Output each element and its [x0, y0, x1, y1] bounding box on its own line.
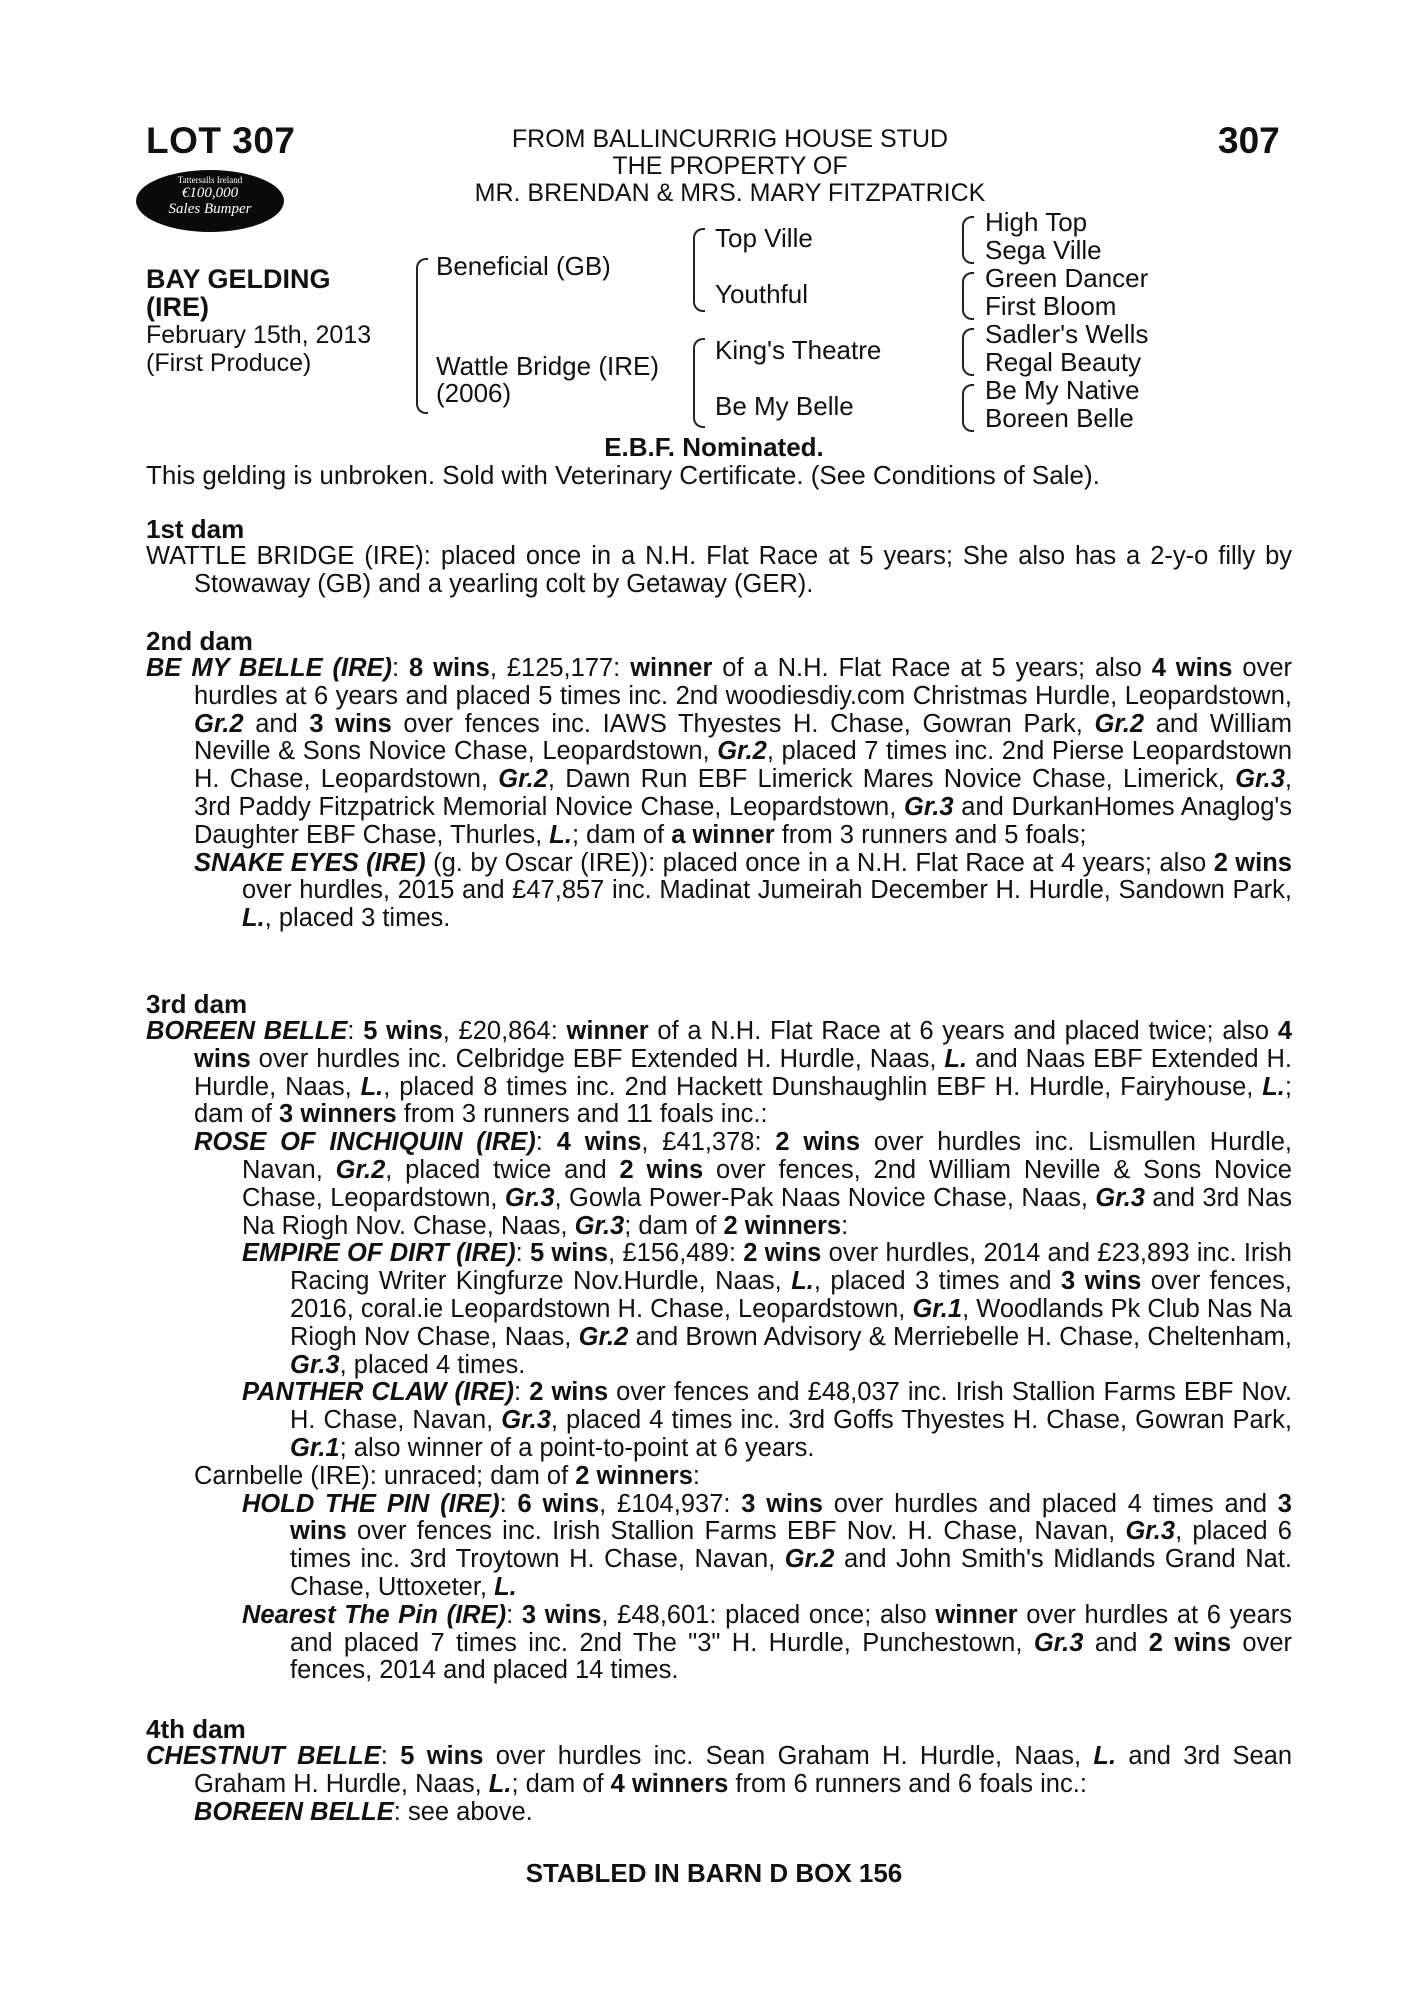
badge-name: Sales Bumper — [168, 201, 252, 217]
sale-note: This gelding is unbroken. Sold with Veterinary Certificate. (See Conditions of Sale). — [146, 460, 1100, 490]
second-dam-text: BE MY BELLE (IRE): 8 wins, £125,177: winner of a N.H. Flat Race at 5 years; also 4 wins over hurdles at 6 years and placed 5 times inc. 2nd woodiesdiy.com Christmas Hurdle, Leopardstown, Gr.2 and 3 wins over fences inc. IAWS Thyestes H. Chase, Gowran Park, Gr.2 and William Neville & Sons Novice Chase, Leopardstown, Gr.2, placed 7 times inc. 2nd Pierse Leopardstown H. Chase, Leopardstown, Gr.2, Dawn Run EBF Limerick Mares Novice Chase, Limerick, Gr.3, 3rd Paddy Fitzpatrick Memorial Novice Chase, Leopardstown, Gr.3 and DurkanHomes Anaglog's Daughter EBF Chase, Thurles, L.; dam of a winner from 3 runners and 5 foals; — [146, 654, 1292, 849]
pedigree-brace-1 — [962, 216, 974, 264]
horse-description — [146, 265, 371, 377]
ped-sss: High Top — [985, 207, 1088, 237]
stabling-location: STABLED IN BARN D BOX 156 — [525, 1858, 903, 1888]
fourth-dam-section — [146, 1715, 1292, 1826]
dam-dam: Be My Belle — [715, 391, 854, 421]
first-dam-heading: 1st dam — [146, 514, 245, 544]
consignor-line-2: THE PROPERTY OF — [612, 152, 848, 180]
first-dam-section — [146, 515, 1292, 599]
fourth-dam-heading: 4th dam — [146, 1714, 246, 1744]
empire-of-dirt: EMPIRE OF DIRT (IRE): 5 wins, £156,489: 2 wins over hurdles, 2014 and £23,893 inc. Irish Racing Writer Kingfurze Nov.Hurdle, Naas, L., placed 3 times and 3 wins over fences, 2016, coral.ie Leopardstown H. Chase, Leopardstown, Gr.1, Woodlands Pk Club Nas Na Riogh Nov Chase, Naas, Gr.2 and Brown Advisory & Merriebelle H. Chase, Cheltenham, Gr.3, placed 4 times. — [242, 1239, 1292, 1379]
carnbelle: Carnbelle (IRE): unraced; dam of 2 winners: — [194, 1461, 700, 1490]
second-dam-heading: 2nd dam — [146, 626, 253, 656]
foaling-date: February 15th, 2013 — [146, 321, 372, 349]
nearest-the-pin: Nearest The Pin (IRE): 3 wins, £48,601: placed once; also winner over hurdles at 6 years and placed 7 times inc. 2nd The "3" H. Hurdle, Punchestown, Gr.3 and 2 wins over fences, 2014 and placed 14 times. — [242, 1600, 1293, 1685]
sire: Beneficial (GB) — [436, 251, 611, 281]
ped-sds: Green Dancer — [985, 263, 1149, 293]
first-dam-text: WATTLE BRIDGE (IRE): placed once in a N.H. Flat Race at 5 years; She also has a 2-y-o filly by Stowaway (GB) and a yearling colt by Getaway (GER). — [146, 542, 1292, 598]
horse-origin: (IRE) — [146, 292, 209, 322]
badge-amount: €100,000 — [181, 185, 239, 201]
lot-label: LOT 307 — [146, 120, 296, 161]
pedigree-brace-dam — [693, 338, 705, 428]
ped-sdd: First Bloom — [985, 291, 1117, 321]
ped-ddd: Boreen Belle — [985, 403, 1134, 433]
sales-bumper-badge — [136, 170, 284, 232]
sire-dam: Youthful — [715, 279, 809, 309]
ped-dsd: Regal Beauty — [985, 347, 1142, 377]
pedigree-brace-main — [416, 258, 428, 414]
panther-claw: PANTHER CLAW (IRE): 2 wins over fences and £48,037 inc. Irish Stallion Farms EBF Nov. H. Chase, Navan, Gr.3, placed 4 times inc. 3rd Goffs Thyestes H. Chase, Gowran Park, Gr.1; also winner of a point-to-point at 6 years. — [242, 1378, 1293, 1462]
hold-the-pin: HOLD THE PIN (IRE): 6 wins, £104,937: 3 wins over hurdles and placed 4 times and 3 wins over fences inc. Irish Stallion Farms EBF Nov. H. Chase, Navan, Gr.3, placed 6 times inc. 3rd Troytown H. Chase, Navan, Gr.2 and John Smith's Midlands Grand Nat. Chase, Uttoxeter, L. — [242, 1489, 1292, 1601]
rose-of-inchiquin: ROSE OF INCHIQUIN (IRE): 4 wins, £41,378: 2 wins over hurdles inc. Lismullen Hurdle, Navan, Gr.2, placed twice and 2 wins over fences, 2nd William Neville & Sons Novice Chase, Leopardstown, Gr.3, Gowla Power-Pak Naas Novice Chase, Naas, Gr.3 and 3rd Nas Na Riogh Nov. Chase, Naas, Gr.3; dam of 2 winners: — [194, 1128, 1292, 1240]
ebf-nominated: E.B.F. Nominated. — [604, 432, 824, 462]
pedigree-brace-2 — [962, 272, 974, 320]
consignor-line-3: MR. BRENDAN & MRS. MARY FITZPATRICK — [474, 179, 986, 207]
ped-dss: Sadler's Wells — [985, 319, 1149, 349]
third-dam-text: BOREEN BELLE: 5 wins, £20,864: winner of a N.H. Flat Race at 6 years and placed twice; also 4 wins over hurdles inc. Celbridge EBF Extended H. Hurdle, Naas, L. and Naas EBF Extended H. Hurdle, Naas, L., placed 8 times inc. 2nd Hackett Dunshaughlin EBF H. Hurdle, Fairyhouse, L.; dam of 3 winners from 3 runners and 11 foals inc.: — [146, 1017, 1293, 1129]
third-dam-section — [146, 990, 1292, 1685]
consignor-line-1: FROM BALLINCURRIG HOUSE STUD — [511, 125, 949, 153]
dam: Wattle Bridge (IRE) — [436, 351, 659, 381]
sire-sire: Top Ville — [715, 223, 813, 253]
horse-type: BAY GELDING — [146, 264, 331, 294]
lot-number: 307 — [1218, 120, 1280, 161]
third-dam-heading: 3rd dam — [146, 989, 248, 1019]
produce-note: (First Produce) — [146, 349, 312, 377]
pedigree-brace-3 — [962, 328, 974, 376]
ped-ssd: Sega Ville — [985, 235, 1102, 265]
dam-year: (2006) — [436, 378, 512, 408]
pedigree-brace-4 — [962, 384, 974, 432]
dam-sire: King's Theatre — [715, 335, 882, 365]
fourth-dam-produce: BOREEN BELLE: see above. — [194, 1797, 533, 1826]
second-dam-section — [146, 627, 1292, 933]
fourth-dam-text: CHESTNUT BELLE: 5 wins over hurdles inc. Sean Graham H. Hurdle, Naas, L. and 3rd Sean Graham H. Hurdle, Naas, L.; dam of 4 winners from 6 runners and 6 foals inc.: — [146, 1742, 1293, 1798]
second-dam-produce: SNAKE EYES (IRE) (g. by Oscar (IRE)): placed once in a N.H. Flat Race at 4 years; also 2 wins over hurdles, 2015 and £47,857 inc. Madinat Jumeirah December H. Hurdle, Sandown Park, L., placed 3 times. — [194, 848, 1292, 933]
badge-brand: Tattersalls Ireland — [177, 175, 243, 185]
pedigree-brace-sire — [693, 228, 705, 312]
ped-dds: Be My Native — [985, 375, 1140, 405]
